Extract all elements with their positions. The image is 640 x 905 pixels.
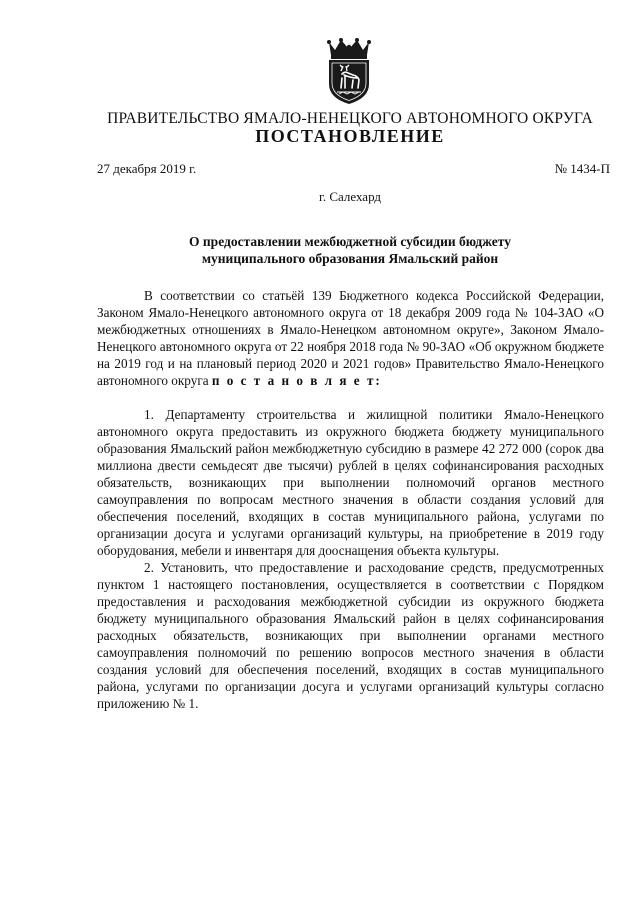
document-subject (160, 233, 540, 267)
document-body (97, 287, 604, 712)
preamble-paragraph (97, 287, 604, 389)
preamble-text: В соответствии со статьёй 139 Бюджетного кодекса Российской Федерации, Законом Ямало-Ненецкого автономного округа от 18 декабря 2009 года № 104-ЗАО «О межбюджетных отношениях в Ямало-Ненецком автономном округе», Законом Ямало-Ненецкого автономного округа от 22 ноября 2018 года № 90-ЗАО «Об окружном бюджете на 2019 год и на плановый период 2020 и 2021 годов» Правительство Ямало-Ненецкого автономного округа (97, 288, 604, 388)
document-city: г. Салехард (318, 189, 382, 204)
item-2-paragraph: 2. Установить, что предоставление и расходование средств, предусмотренных пунктом 1 настоящего постановления, осуществляется в соответствии с Порядком предоставления и расходования межбюджетной субсидии из окружного бюджета бюджету муниципального образования Ямальский район в целях софинансирования расходных обязательств, возникающих при выполнении органами местного самоуправления полномочий по решению вопросов местного значения в области создания условий для обеспечения поселений, входящих в состав муниципального района, услугами по организации досуга и услугами организаций культуры согласно приложению № 1. (97, 560, 604, 711)
document-number: № 1434-П (554, 161, 610, 176)
government-name: ПРАВИТЕЛЬСТВО ЯМАЛО-НЕНЕЦКОГО АВТОНОМНОГО ОКРУГА (107, 110, 593, 127)
document-date: 27 декабря 2019 г. (97, 161, 197, 176)
document-type-title: ПОСТАНОВЛЕНИЕ (255, 126, 445, 146)
coat-of-arms-icon (323, 38, 375, 106)
resolves-word: п о с т а н о в л я е т: (211, 373, 382, 388)
item-1-paragraph: 1. Департаменту строительства и жилищной политики Ямало-Ненецкого автономного округа предоставить из окружного бюджета бюджету муниципального образования Ямальский район межбюджетную субсидию в размере 42 272 000 (сорок два миллиона двести семьдесят две тысячи) рублей в целях софинансирования расходных обязательств, возникающих при выполнении полномочий органов местного самоуправления по вопросам местного значения в области создания условий для обеспечения поселений, входящих в состав муниципального района, услугами по организации досуга и услугами организаций культуры, на приобретение в 2019 году оборудования, мебели и инвентаря для дооснащения объекта культуры. (97, 407, 604, 558)
subject-line-2: муниципального образования Ямальский район (201, 251, 499, 266)
subject-line-1: О предоставлении межбюджетной субсидии бюджету (189, 234, 511, 249)
